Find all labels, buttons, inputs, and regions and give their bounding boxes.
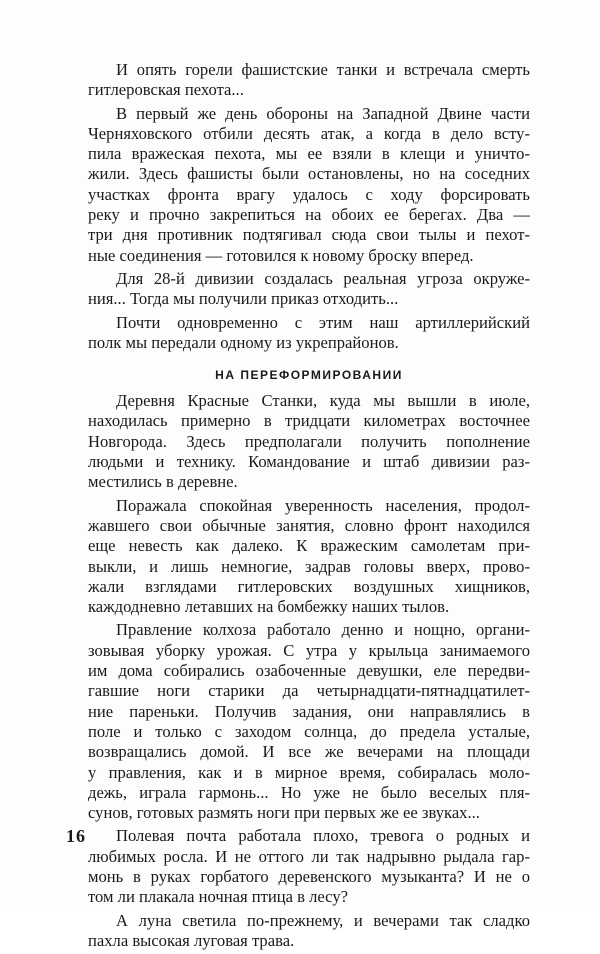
- text-line: возвращались домой. И все же вечерами на площади: [88, 742, 530, 762]
- text-line: ние пареньки. Получив задания, они направлялись в: [88, 701, 530, 721]
- text-line: ния... Тогда мы получили приказ отходить...: [88, 289, 399, 309]
- page-text: [88, 60, 530, 954]
- text-line: любимых росла. И не оттого ли так надрывно рыдала гар-: [88, 846, 530, 866]
- text-line: выкли, и лишь немногие, задрав головы вверх, прово-: [88, 556, 530, 576]
- text-line: И опять горели фашистские танки и встречала смерть: [116, 60, 530, 79]
- paragraph-8: [88, 826, 530, 907]
- text-line: В первый же день обороны на Западной Двине части: [116, 103, 530, 123]
- paragraph-4: [88, 313, 530, 354]
- text-line: Полевая почта работала плохо, тревога о родных и: [116, 826, 530, 846]
- text-line: жили. Здесь фашисты были остановлены, но на соседних: [88, 164, 530, 184]
- paragraph-3: [88, 269, 530, 310]
- paragraph-5: [88, 391, 530, 492]
- text-line: у правления, как и в мирное время, собиралась моло-: [88, 762, 530, 782]
- text-line: участках фронта врагу удалось с ходу форсировать: [88, 184, 530, 204]
- text-line: А луна светила по-прежнему, и вечерами так сладко: [116, 910, 530, 930]
- paragraph-7: [88, 620, 530, 823]
- paragraph-1: [88, 60, 530, 101]
- text-line: Для 28-й дивизии создалась реальная угроза окруже-: [116, 268, 530, 288]
- text-line: Правление колхоза работало денно и нощно, органи-: [116, 620, 530, 640]
- text-line: Почти одновременно с этим наш артиллерийский: [116, 312, 530, 332]
- text-line: Черняховского отбили десять атак, а когда в дело всту-: [88, 123, 530, 143]
- text-line: Деревня Красные Станки, куда мы вышли в июле,: [116, 391, 530, 411]
- paragraph-6: [88, 496, 530, 618]
- text-line: зовывая уборку урожая. С утра у крыльца занимаемого: [88, 640, 530, 660]
- text-line: дежь, играла гармонь... Но уже не было веселых пля-: [88, 782, 530, 802]
- section-heading: НА ПЕРЕФОРМИРОВАНИИ: [215, 368, 403, 383]
- text-line: реку и прочно закрепиться на обоих ее берегах. Два —: [88, 205, 530, 225]
- text-line: том ли плакала ночная птица в лесу?: [88, 887, 348, 907]
- paragraph-2: [88, 104, 530, 266]
- page-number: 16: [66, 826, 86, 846]
- text-line: еще невесть как далеко. К вражеским самолетам при-: [88, 536, 530, 556]
- text-line: ные соединения — готовился к новому броску вперед.: [88, 245, 474, 265]
- text-line: монь в руках горбатого деревенского музыканта? И не о: [88, 866, 530, 886]
- text-line: поле и только с заходом солнца, до предела усталые,: [88, 721, 530, 741]
- text-line: пила вражеская пехота, мы ее взяли в клещи и уничто-: [88, 144, 530, 164]
- text-line: Новгорода. Здесь предполагали получить пополнение: [88, 431, 530, 451]
- text-line: Поражала спокойная уверенность населения, продол-: [116, 495, 530, 515]
- text-line: им дома собирались озабоченные девушки, еле передви-: [88, 661, 530, 681]
- text-line: людьми и технику. Командование и штаб дивизии раз-: [88, 452, 530, 472]
- text-line: сунов, готовых размять ноги при первых же ее звуках...: [88, 803, 480, 823]
- text-line: жавшего свои обычные занятия, словно фронт находился: [88, 515, 530, 535]
- text-line: три дня противник подтягивал сюда свои тылы и пехот-: [88, 225, 530, 245]
- text-line: полк мы передали одному из укрепрайонов.: [88, 332, 399, 352]
- text-line: местились в деревне.: [88, 472, 238, 492]
- text-line: жали взглядами гитлеровских воздушных хищников,: [88, 576, 530, 596]
- text-line: гавшие ноги старики да четырнадцати-пятнадцатилет-: [88, 681, 530, 701]
- paragraph-9: [88, 911, 530, 952]
- text-line: каждодневно летавших на бомбежку наших тылов.: [88, 597, 450, 617]
- text-line: гитлеровская пехота...: [88, 80, 244, 100]
- text-line: находилась примерно в тридцати километрах восточнее: [88, 411, 530, 431]
- text-line: пахла высокая луговая трава.: [88, 930, 295, 950]
